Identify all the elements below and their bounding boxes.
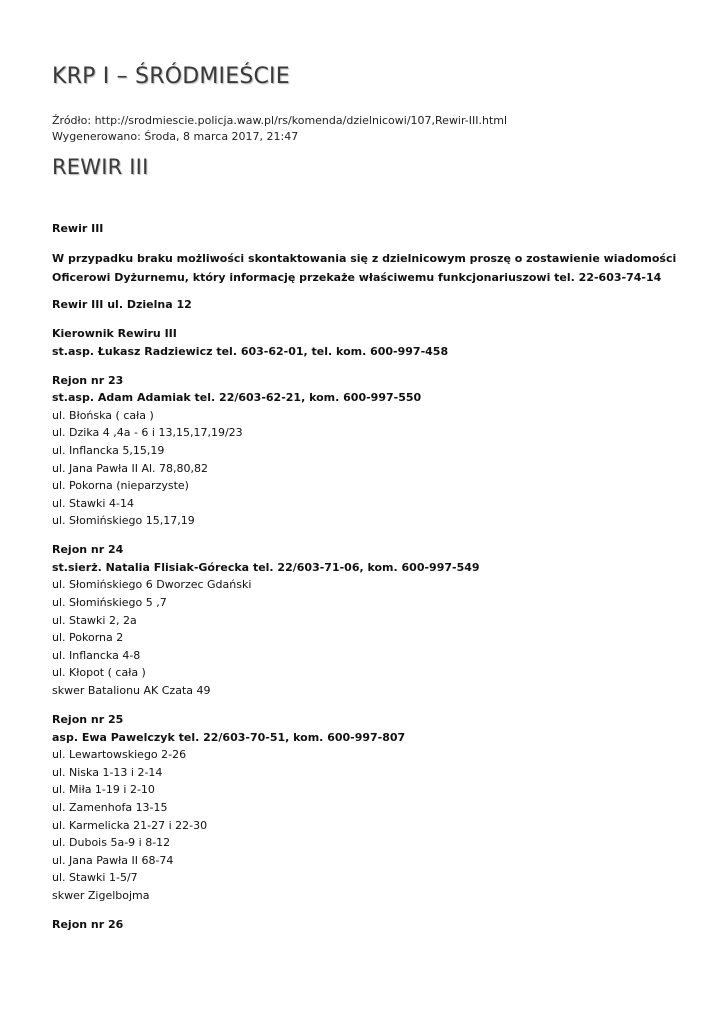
manager-block <box>52 325 682 360</box>
document-body <box>52 220 682 945</box>
region-officer: st.sierż. Natalia Flisiak-Górecka tel. 22/603-71-06, kom. 600-997-549 <box>52 560 480 574</box>
street-item: ul. Słomińskiego 15,17,19 <box>52 514 195 528</box>
street-item: ul. Dzika 4 ,4a - 6 i 13,15,17,19/23 <box>52 426 243 440</box>
document-meta <box>52 113 507 145</box>
generated-line: Wygenerowano: Środa, 8 marca 2017, 21:47 <box>52 130 299 143</box>
page-title: KRP I – ŚRÓDMIEŚCIE <box>52 64 290 89</box>
region-block <box>52 541 682 699</box>
street-item: ul. Pokorna 2 <box>52 631 124 645</box>
region-officer: asp. Ewa Pawelczyk tel. 22/603-70-51, kom. 600-997-807 <box>52 730 406 744</box>
street-item: ul. Stawki 1-5/7 <box>52 871 138 885</box>
manager-person: st.asp. Łukasz Radziewicz tel. 603-62-01, tel. kom. 600-997-458 <box>52 344 449 358</box>
street-item: ul. Miła 1-19 i 2-10 <box>52 783 155 797</box>
region-block <box>52 916 682 934</box>
street-item: ul. Inflancka 5,15,19 <box>52 443 165 457</box>
source-line: Źródło: http://srodmiescie.policja.waw.pl/rs/komenda/dzielnicowi/107,Rewir-III.html <box>52 114 508 127</box>
region-officer: st.asp. Adam Adamiak tel. 22/603-62-21, kom. 600-997-550 <box>52 391 422 405</box>
street-item: skwer Batalionu AK Czata 49 <box>52 684 211 698</box>
street-item: ul. Błońska ( cała ) <box>52 408 154 422</box>
region-block <box>52 711 682 905</box>
street-item: ul. Dubois 5a-9 i 8-12 <box>52 836 171 850</box>
street-item: ul. Lewartowskiego 2-26 <box>52 748 187 762</box>
manager-label: Kierownik Rewiru III <box>52 326 177 340</box>
region-name: Rejon nr 23 <box>52 373 124 387</box>
street-item: ul. Jana Pawła II 68-74 <box>52 853 174 867</box>
street-item: ul. Stawki 2, 2a <box>52 613 137 627</box>
street-item: ul. Niska 1-13 i 2-14 <box>52 765 163 779</box>
body-heading: Rewir III <box>52 222 104 235</box>
street-item: skwer Zigelbojma <box>52 888 150 902</box>
street-item: ul. Pokorna (nieparzyste) <box>52 479 189 493</box>
street-item: ul. Stawki 4-14 <box>52 496 134 510</box>
street-item: ul. Słomińskiego 5 ,7 <box>52 596 167 610</box>
street-item: ul. Kłopot ( cała ) <box>52 666 146 680</box>
street-item: ul. Karmelicka 21-27 i 22-30 <box>52 818 208 832</box>
street-item: ul. Inflancka 4-8 <box>52 648 141 662</box>
region-name: Rejon nr 24 <box>52 543 124 557</box>
region-name: Rejon nr 26 <box>52 917 124 931</box>
section-title: REWIR III <box>52 155 149 179</box>
duty-officer-notice: W przypadku braku możliwości skontaktowania się z dzielnicowym proszę o zostawienie wiadomości Oficerowi Dyżurnemu, który informację przekaże właściwemu funkcjonariuszowi tel. 22-603-74-14 <box>52 251 677 284</box>
station-address: Rewir III ul. Dzielna 12 <box>52 297 192 311</box>
region-name: Rejon nr 25 <box>52 713 124 727</box>
street-item: ul. Zamenhofa 13-15 <box>52 800 168 814</box>
street-item: ul. Jana Pawła II Al. 78,80,82 <box>52 461 208 475</box>
street-item: ul. Słomińskiego 6 Dworzec Gdański <box>52 578 252 592</box>
region-block <box>52 372 682 530</box>
